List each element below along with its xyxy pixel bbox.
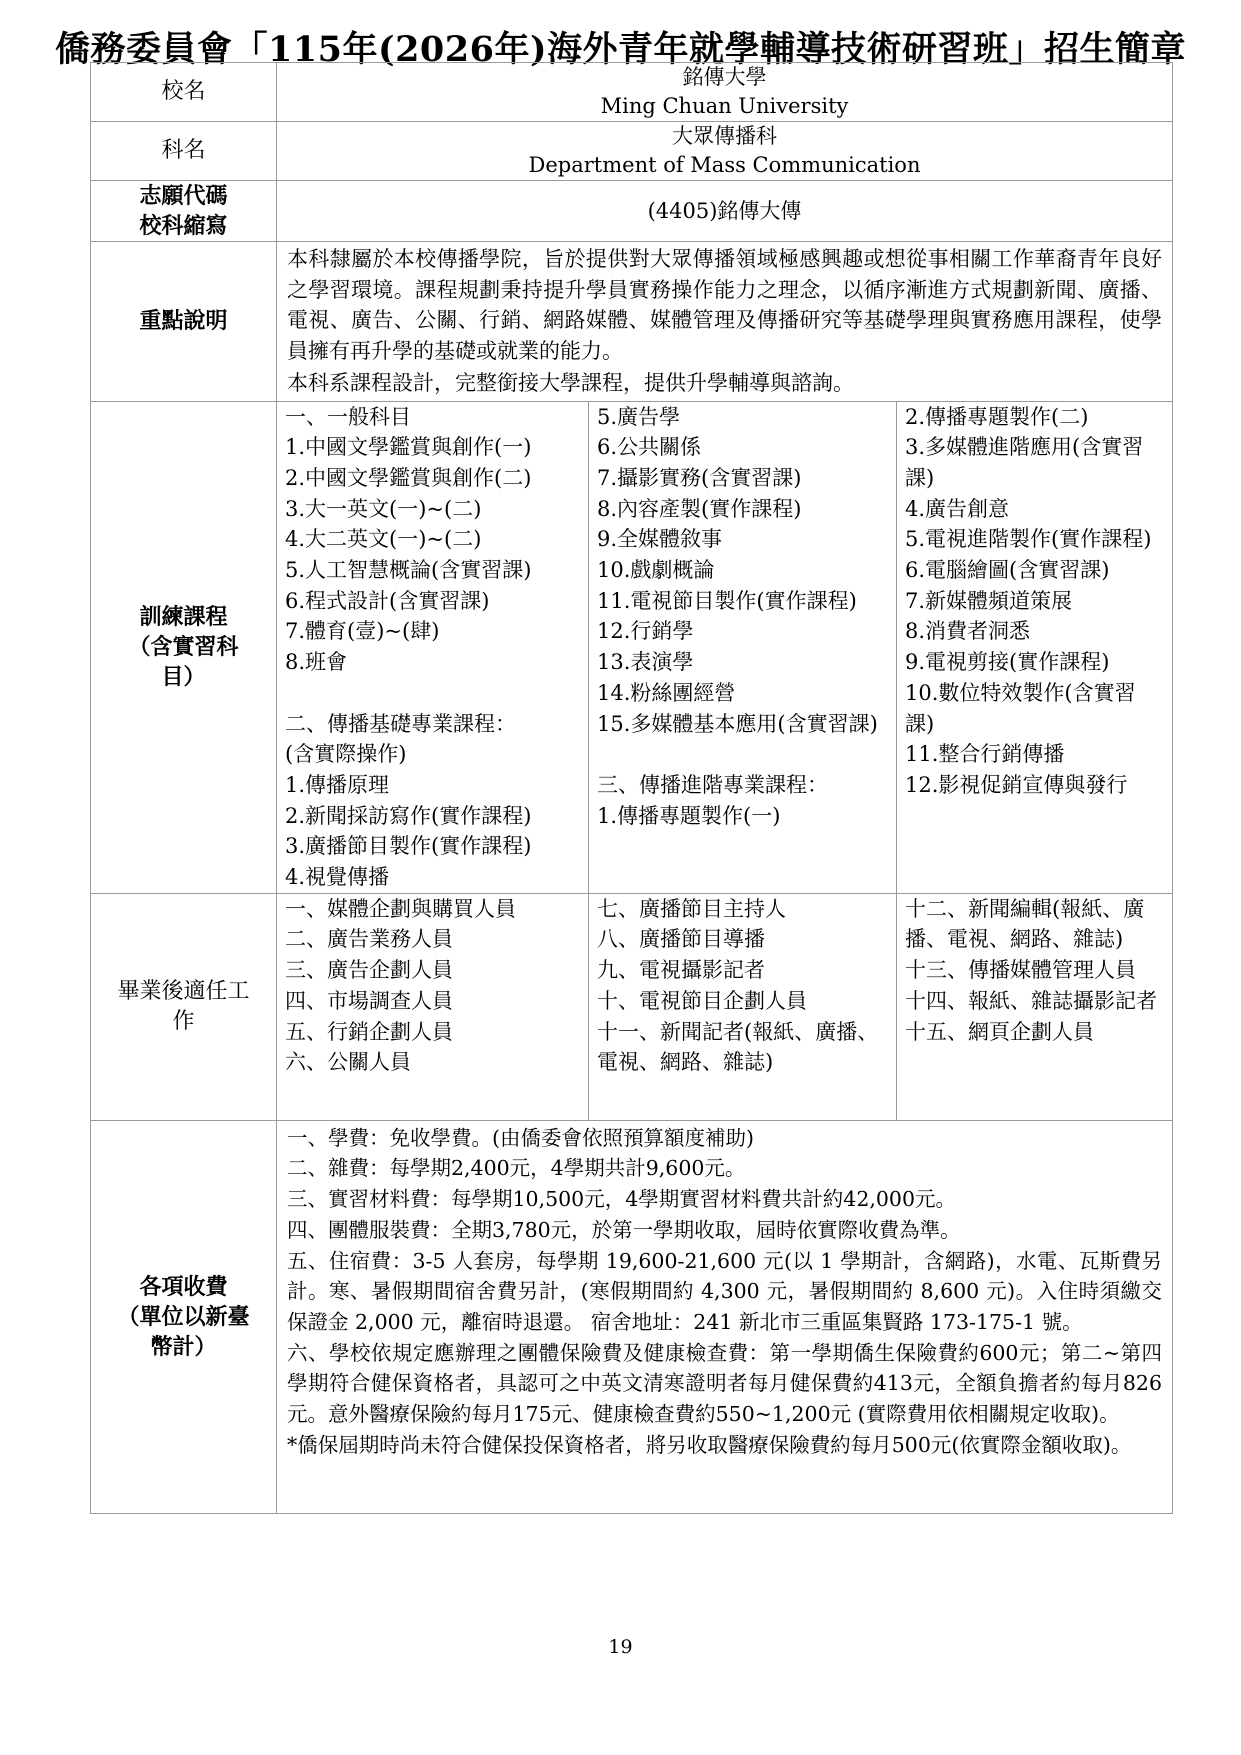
course-item: 一、一般科目	[285, 404, 411, 429]
key-points-paragraph: 本科系課程設計，完整銜接大學課程，提供升學輔導與諮詢。	[287, 371, 854, 395]
dept-name-en: Department of Mass Communication	[528, 153, 921, 177]
job-item: 十二、新聞編輯(報紙、廣播、電視、網路、雜誌)	[905, 896, 1145, 952]
course-item: 8.內容產製(實作課程)	[597, 496, 802, 521]
course-item: 13.表演學	[597, 650, 694, 675]
course-item: 4.廣告創意	[905, 496, 1010, 521]
fee-item: 四、團體服裝費：全期3,780元，於第一學期收取，屆時依實際收費為準。	[287, 1217, 961, 1242]
course-item: 3.大一英文(一)~(二)	[285, 496, 482, 521]
course-item: (含實際操作)	[285, 742, 407, 767]
course-item: 7.攝影實務(含實習課)	[597, 465, 802, 490]
course-item	[597, 739, 888, 770]
course-item: 11.電視節目製作(實作課程)	[597, 588, 857, 613]
course-item: 4.視覺傳播	[285, 865, 390, 890]
course-item: 3.多媒體進階應用(含實習課)	[905, 435, 1144, 490]
jobs-col-1	[277, 893, 589, 1120]
row-dept	[91, 122, 1173, 181]
course-item: 7.體育(壹)~(肆)	[285, 619, 440, 644]
key-points-paragraph: 本科隸屬於本校傳播學院，旨於提供對大眾傳播領域極感興趣或想從事相關工作華裔青年良好之學習環境。課程規劃秉持提升學員實務操作能力之理念，以循序漸進方式規劃新聞、廣播、電視、廣告、公關、行銷、網路媒體、媒體管理及傳播研究等基礎學理與實務應用課程，使學員擁有再升學的基礎或就業的能力。	[287, 247, 1162, 363]
jobs-col-3	[897, 893, 1173, 1120]
courses-col-1	[277, 401, 589, 893]
course-item: 1.傳播專題製作(一)	[597, 803, 781, 828]
job-item: 九、電視攝影記者	[597, 958, 765, 983]
label-courses: 訓練課程 （含實習科 目）	[91, 401, 277, 893]
course-item: 10.數位特效製作(含實習課)	[905, 680, 1136, 736]
job-item: 十五、網頁企劃人員	[905, 1019, 1094, 1044]
row-school	[91, 63, 1173, 122]
course-item: 4.大二英文(一)~(二)	[285, 527, 482, 552]
course-item: 7.新媒體頻道策展	[905, 588, 1073, 613]
course-item: 2.中國文學鑑賞與創作(二)	[285, 465, 532, 490]
course-item: 10.戲劇概論	[597, 558, 715, 583]
course-item: 9.電視剪接(實作課程)	[905, 650, 1110, 675]
courses-col-2	[589, 401, 897, 893]
course-item: 11.整合行銷傳播	[905, 742, 1065, 767]
label-fees: 各項收費 （單位以新臺 幣計）	[91, 1120, 277, 1513]
course-item: 6.公共關係	[597, 435, 702, 460]
job-item: 十、電視節目企劃人員	[597, 988, 807, 1013]
job-item: 四、市場調查人員	[285, 988, 453, 1013]
job-item: 七、廣播節目主持人	[597, 896, 786, 921]
school-name-en: Ming Chuan University	[600, 94, 849, 118]
fee-item: 六、學校依規定應辦理之團體保險費及健康檢查費：第一學期僑生保險費約600元；第二~第四學期符合健保資格者，具認可之中英文清寒證明者每月健保費約413元，全額負擔者約每月826元。意外醫療保險約每月175元、健康檢查費約550~1,200元 (實際費用依相關規定收取)。	[287, 1340, 1162, 1427]
fee-item: 三、實習材料費：每學期10,500元，4學期實習材料費共計約42,000元。	[287, 1187, 957, 1212]
fee-item: *僑保屆期時尚未符合健保投保資格者，將另收取醫療保險費約每月500元(依實際金額收取)。	[287, 1432, 1132, 1457]
label-school: 校名	[91, 63, 277, 122]
row-key-points	[91, 242, 1173, 402]
job-item: 六、公關人員	[285, 1050, 411, 1075]
page-number: 19	[608, 1636, 633, 1658]
course-item	[285, 678, 580, 709]
job-item: 五、行銷企劃人員	[285, 1019, 453, 1044]
job-item: 一、媒體企劃與購買人員	[285, 896, 516, 921]
course-item: 二、傳播基礎專業課程：	[285, 711, 516, 736]
fee-item: 五、住宿費：3-5 人套房，每學期 19,600-21,600 元(以 1 學期計，含網路)，水電、瓦斯費另計。寒、暑假期間宿舍費另計，(寒假期間約 4,300 元，暑假期間約 8,600 元)。入住時須繳交保證金 2,000 元，離宿時退還。 宿舍地址：241 新北市三重區集賢路 173-175-1 號。	[287, 1248, 1162, 1334]
job-item: 三、廣告企劃人員	[285, 958, 453, 983]
course-item: 6.電腦繪圖(含實習課)	[905, 558, 1110, 583]
jobs-col-2	[589, 893, 897, 1120]
job-item: 十三、傳播媒體管理人員	[905, 958, 1136, 983]
course-item: 12.行銷學	[597, 619, 694, 644]
row-courses	[91, 401, 1173, 893]
course-item: 三、傳播進階專業課程：	[597, 772, 828, 797]
course-item: 15.多媒體基本應用(含實習課)	[597, 711, 878, 736]
course-item: 14.粉絲團經營	[597, 680, 736, 705]
course-item: 5.廣告學	[597, 404, 681, 429]
admission-table	[90, 62, 1173, 1514]
course-item: 9.全媒體敘事	[597, 527, 723, 552]
school-code: (4405)銘傳大傳	[647, 198, 802, 223]
school-name-zh: 銘傳大學	[682, 65, 767, 89]
course-item: 2.傳播專題製作(二)	[905, 404, 1089, 429]
course-item: 12.影視促銷宣傳與發行	[905, 772, 1128, 797]
course-item: 1.中國文學鑑賞與創作(一)	[285, 435, 532, 460]
job-item: 十一、新聞記者(報紙、廣播、電視、網路、雜誌)	[597, 1019, 879, 1075]
course-item: 5.電視進階製作(實作課程)	[905, 527, 1152, 552]
label-jobs: 畢業後適任工 作	[91, 893, 277, 1120]
label-code: 志願代碼 校科縮寫	[91, 181, 277, 242]
course-item: 3.廣播節目製作(實作課程)	[285, 834, 532, 859]
job-item: 二、廣告業務人員	[285, 927, 453, 952]
course-item: 2.新聞採訪寫作(實作課程)	[285, 803, 532, 828]
course-item: 8.班會	[285, 650, 348, 675]
course-item: 6.程式設計(含實習課)	[285, 588, 490, 613]
course-item: 8.消費者洞悉	[905, 619, 1031, 644]
row-code	[91, 181, 1173, 242]
courses-col-3	[897, 401, 1173, 893]
fee-item: 一、學費：免收學費。(由僑委會依照預算額度補助)	[287, 1125, 754, 1150]
label-dept: 科名	[91, 122, 277, 181]
job-item: 十四、報紙、雜誌攝影記者	[905, 988, 1157, 1013]
job-item: 八、廣播節目導播	[597, 927, 765, 952]
row-fees	[91, 1120, 1173, 1513]
page-title: 僑務委員會「115年(2026年)海外青年就學輔導技術研習班」招生簡章	[54, 29, 1187, 70]
row-jobs	[91, 893, 1173, 1120]
dept-name-zh: 大眾傳播科	[672, 124, 777, 148]
course-item: 5.人工智慧概論(含實習課)	[285, 558, 532, 583]
course-item: 1.傳播原理	[285, 772, 390, 797]
label-key-points: 重點說明	[91, 242, 277, 402]
fee-item: 二、雜費：每學期2,400元，4學期共計9,600元。	[287, 1156, 746, 1181]
